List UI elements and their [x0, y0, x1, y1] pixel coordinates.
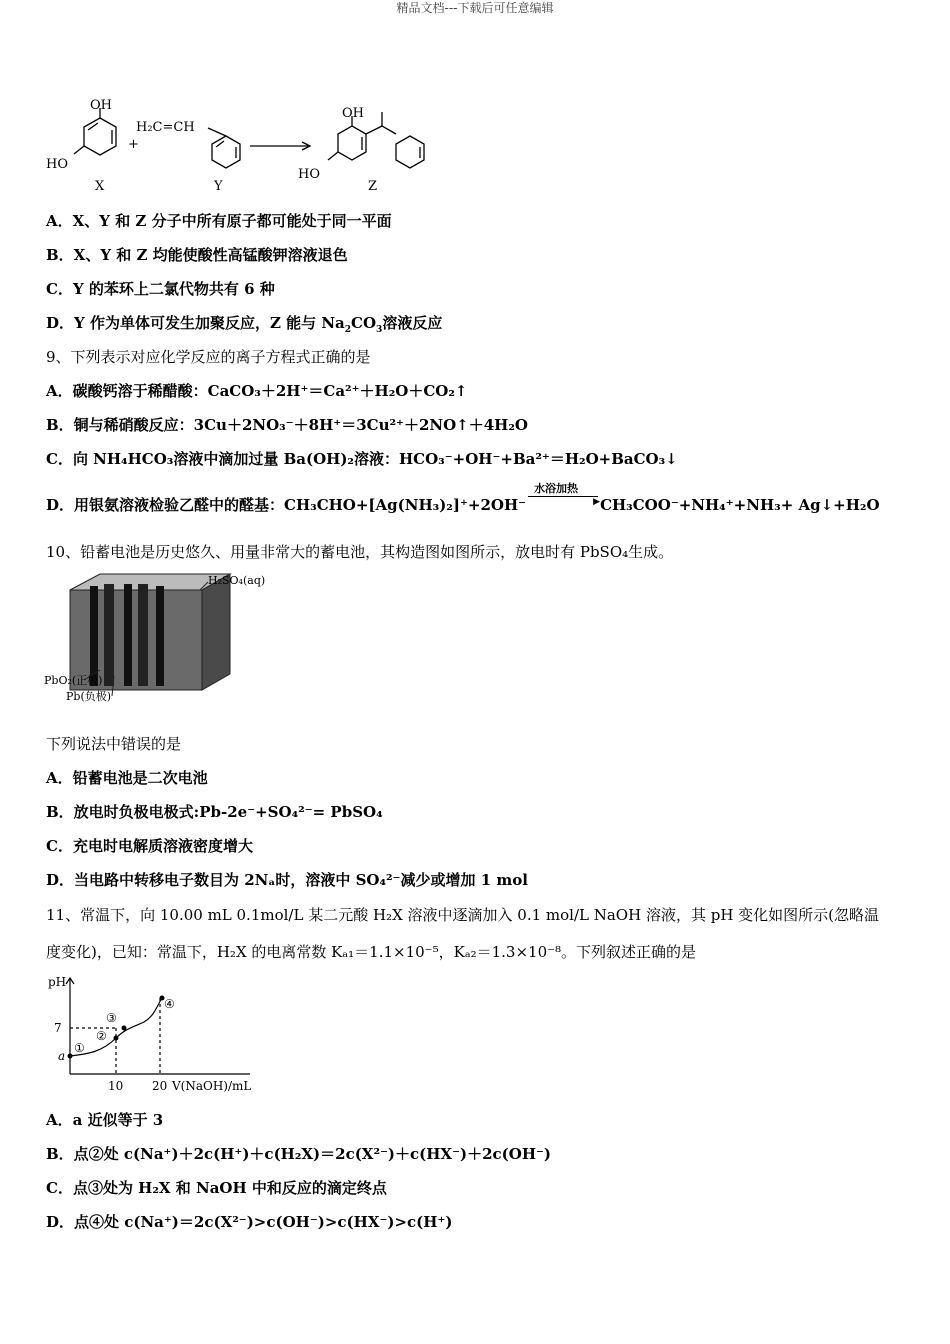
q8-option-c: C．Y 的苯环上二氯代物共有 6 种: [46, 280, 275, 298]
reaction-scheme-figure: [40, 96, 440, 196]
label-a: a: [58, 1049, 66, 1063]
ph-titration-chart: [40, 972, 270, 1097]
label-z: Z: [368, 179, 378, 194]
q8-option-a: A．X、Y 和 Z 分子中所有原子都可能处于同一平面: [46, 212, 392, 230]
q11-option-c: C．点③处为 H₂X 和 NaOH 中和反应的滴定终点: [46, 1179, 387, 1197]
q9-d-right: CH₃COO⁻+NH₄⁺+NH₃+ Ag↓+H₂O: [600, 496, 880, 514]
tick-10: 10: [108, 1079, 124, 1093]
q9-option-c: C．向 NH₄HCO₃溶液中滴加过量 Ba(OH)₂溶液：HCO₃⁻+OH⁻+Ba²⁺＝H₂O+BaCO₃↓: [46, 450, 678, 468]
q9-d-left: D．用银氨溶液检验乙醛中的醛基：CH₃CHO+[Ag(NH₃)₂]⁺+2OH⁻: [46, 496, 527, 514]
q11-stem-line2: 度变化)，已知：常温下，H₂X 的电离常数 Kₐ₁＝1.1×10⁻⁵，Kₐ₂＝1.3×10⁻⁸。下列叙述正确的是: [46, 943, 697, 961]
q10-prompt: 下列说法中错误的是: [46, 735, 182, 753]
marker-4: ④: [164, 997, 175, 1011]
q10-option-d: D．当电路中转移电子数目为 2Nₐ时，溶液中 SO₄²⁻减少或增加 1 mol: [46, 871, 529, 889]
y-axis-label: pH: [48, 975, 67, 989]
q10-option-b: B．放电时负极电极式:Pb-2e⁻+SO₄²⁻= PbSO₄: [46, 803, 383, 821]
tick-7: 7: [54, 1021, 62, 1035]
q11-option-a: A．a 近似等于 3: [46, 1111, 164, 1129]
label-y: Y: [214, 179, 223, 194]
label-ho-z: HO: [298, 167, 320, 182]
point-3: [122, 1026, 127, 1031]
marker-2: ②: [96, 1029, 107, 1043]
q10-option-a: A．铅蓄电池是二次电池: [46, 769, 208, 787]
q8-option-b: B．X、Y 和 Z 均能使酸性高锰酸钾溶液退色: [46, 246, 348, 264]
q11-stem-line1: 11、常温下，向 10.00 mL 0.1mol/L 某二元酸 H₂X 溶液中逐滴加入 0.1 mol/L NaOH 溶液，其 pH 变化如图所示(忽略温: [46, 906, 880, 924]
reaction-arrow: 水浴加热 ▶: [526, 495, 600, 515]
label-y-formula: H₂C=CH: [136, 120, 195, 135]
marker-1: ①: [74, 1041, 85, 1055]
tick-20: 20: [152, 1079, 168, 1093]
label-x: X: [95, 179, 105, 194]
arrow-condition: 水浴加热: [534, 482, 579, 495]
q10-option-c: C．充电时电解质溶液密度增大: [46, 837, 253, 855]
label-oh-x: OH: [90, 98, 112, 113]
q11-option-b: B．点②处 c(Na⁺)＋2c(H⁺)＋c(H₂X)＝2c(X²⁻)＋c(HX⁻)＋2c(OH⁻): [46, 1145, 552, 1163]
q9-option-b: B．铜与稀硝酸反应：3Cu＋2NO₃⁻＋8H⁺＝3Cu²⁺＋2NO↑＋4H₂O: [46, 416, 528, 434]
point-a: [68, 1054, 73, 1059]
q9-option-a: A．碳酸钙溶于稀醋酸：CaCO₃＋2H⁺＝Ca²⁺＋H₂O＋CO₂↑: [46, 382, 468, 400]
page-header: 精品文档---下载后可任意编辑: [396, 1, 554, 15]
q11-option-d: D．点④处 c(Na⁺)＝2c(X²⁻)>c(OH⁻)>c(HX⁻)>c(H⁺): [46, 1213, 453, 1231]
label-h2so4: H₂SO₄(aq): [208, 574, 266, 587]
marker-3: ③: [106, 1011, 117, 1025]
label-pbo2: PbO₂(正极): [44, 674, 103, 687]
lead-acid-battery-figure: [40, 570, 280, 710]
q8-d-sub2: 3: [376, 325, 383, 335]
label-pb: Pb(负极): [66, 690, 112, 703]
label-plus: +: [128, 137, 139, 152]
q8-option-d: [46, 313, 442, 333]
q9-stem: 9、下列表示对应化学反应的离子方程式正确的是: [46, 348, 371, 366]
q10-stem: 10、铅蓄电池是历史悠久、用量非常大的蓄电池，其构造图如图所示，放电时有 PbSO₄生成。: [46, 543, 674, 561]
x-axis-label: V(NaOH)/mL: [172, 1079, 252, 1093]
q8-d-post: 溶液反应: [382, 314, 443, 332]
label-ho-x: HO: [46, 157, 68, 172]
q8-d-pre: D．Y 作为单体可发生加聚反应，Z 能与 Na: [46, 314, 345, 332]
q8-d-mid: CO: [351, 314, 377, 332]
label-oh-z: OH: [342, 106, 364, 121]
q9-option-d: [46, 482, 880, 515]
point-2: [114, 1036, 119, 1041]
q8-d-sub1: 2: [344, 325, 352, 335]
